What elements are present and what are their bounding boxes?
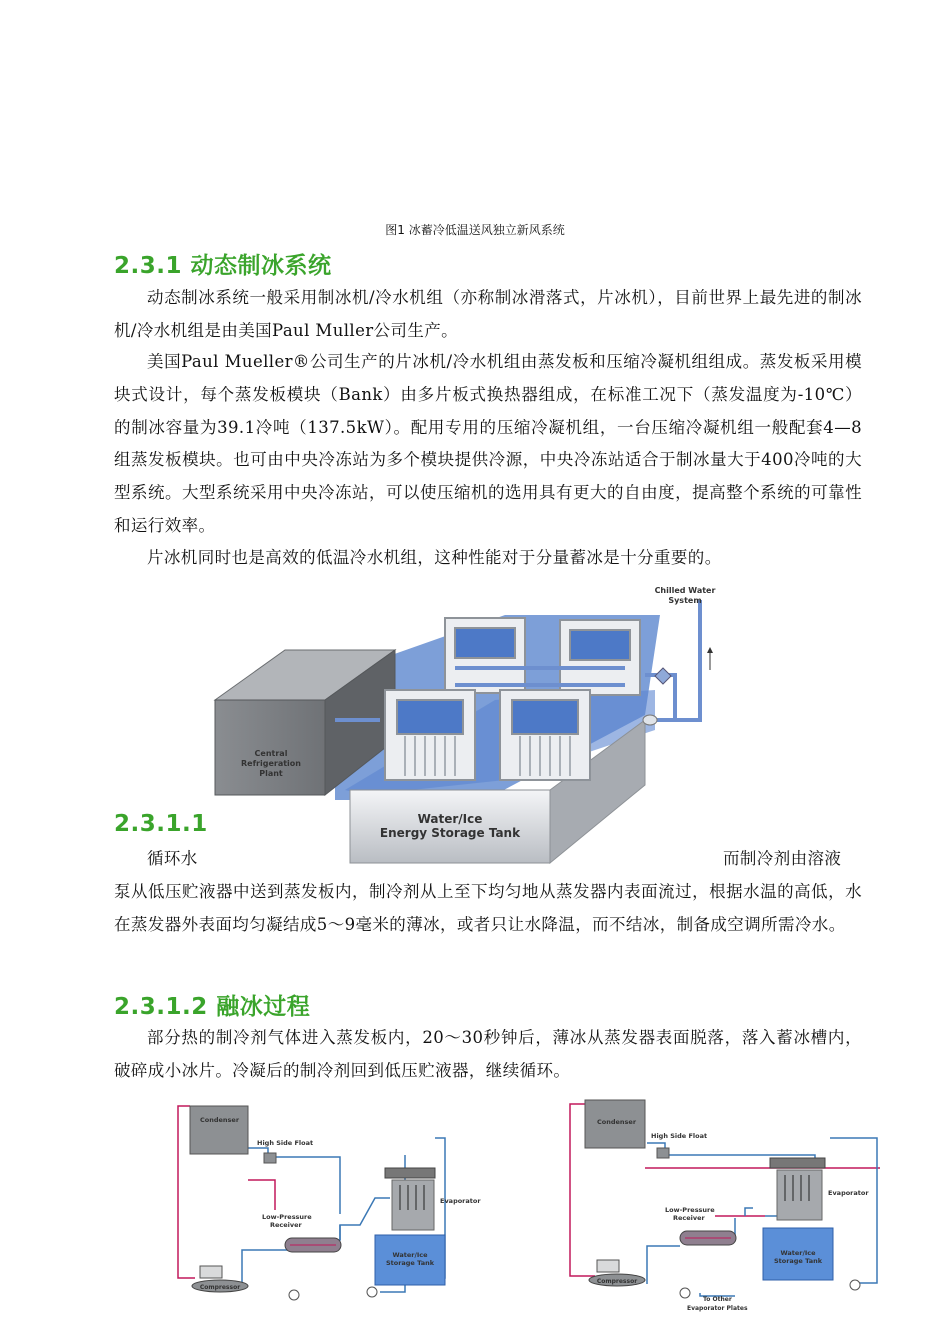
evaporator-header: [770, 1158, 825, 1168]
evaporator-module: [500, 690, 590, 780]
compressor-label: Compressor: [596, 1278, 638, 1285]
obscured-line-left: 循环水: [147, 849, 198, 868]
ice-harvest-schematic: [565, 1098, 885, 1316]
condenser-label: Condenser: [200, 1116, 240, 1124]
high-side-float: [657, 1148, 669, 1158]
section-heading-2-3-1-1: 2.3.1.1: [114, 811, 208, 837]
ice-storage-plant-figure: [205, 580, 730, 865]
tank-label-1: Water/Ice: [417, 812, 483, 826]
other-plates-label-2: Evaporator Plates: [687, 1305, 748, 1312]
chilled-water-label-2: System: [668, 596, 702, 605]
section-heading-2-3-1-2: 2.3.1.2 融冰过程: [114, 994, 311, 1020]
condenser: [190, 1106, 248, 1154]
evaporator-module: [445, 618, 525, 693]
obscured-line-right: 而制冷剂由溶液: [723, 849, 842, 868]
paragraph: 部分热的制冷剂气体进入蒸发板内，20～30秒钟后，薄冰从蒸发器表面脱落，落入蓄冰槽内，破碎成小冰片。冷凝后的制冷剂回到低压贮液器，继续循环。: [114, 1028, 862, 1080]
tank-label-1: Water/Ice: [780, 1249, 816, 1257]
evaporator-label: Evaporator: [828, 1189, 869, 1197]
receiver-label-1: Low-Pressure: [262, 1213, 312, 1221]
receiver-label-1: Low-Pressure: [665, 1206, 715, 1214]
evaporator-label: Evaporator: [440, 1197, 481, 1205]
section-heading-2-3-1: 2.3.1 动态制冰系统: [114, 253, 332, 279]
ice-making-schematic: [160, 1100, 481, 1305]
paragraph: 动态制冰系统一般采用制冰机/冷水机组（亦称制冰滑落式，片冰机），目前世界上最先进的制冰机/冷水机组是由美国Paul Muller公司生产。: [114, 288, 862, 340]
tank-label-2: Storage Tank: [385, 1259, 435, 1267]
compressor-label: Compressor: [199, 1284, 241, 1291]
other-plates-label-1: To Other: [703, 1296, 732, 1303]
central-refrigeration-plant: [215, 700, 325, 795]
tank-label-2: Storage Tank: [773, 1257, 823, 1265]
plant-label-1: Central: [254, 749, 288, 758]
receiver-label-2: Receiver: [270, 1221, 302, 1229]
condenser-label: Condenser: [597, 1118, 637, 1126]
high-side-float-label: High Side Float: [257, 1139, 314, 1147]
paragraph: 片冰机同时也是高效的低温冷水机组，这种性能对于分量蓄冰是十分重要的。: [147, 548, 722, 567]
high-side-float-label: High Side Float: [651, 1132, 708, 1140]
figure-caption: 图1 冰蓄冷低温送风独立新风系统: [385, 223, 565, 237]
plant-label-3: Plant: [259, 769, 283, 778]
receiver-label-2: Receiver: [673, 1214, 705, 1222]
tank-label-1: Water/Ice: [392, 1251, 428, 1259]
evaporator: [777, 1170, 822, 1220]
tank-label-2: Energy Storage Tank: [379, 826, 521, 840]
evaporator: [392, 1180, 434, 1230]
evaporator-header: [385, 1168, 435, 1178]
high-side-float: [264, 1153, 276, 1163]
paragraph: 泵从低压贮液器中送到蒸发板内，制冷剂从上至下均匀地从蒸发器内表面流过，根据水温的高低，水在蒸发器外表面均匀凝结成5～9毫米的薄冰，或者只让水降温，而不结冰，制备成空调所需冷水。: [114, 882, 862, 934]
chilled-water-label-1: Chilled Water: [654, 586, 716, 595]
evaporator-module: [385, 690, 475, 780]
paragraph: 美国Paul Mueller®公司生产的片冰机/冷水机组由蒸发板和压缩冷凝机组组成。蒸发板采用模块式设计，每个蒸发板模块（Bank）由多片板式换热器组成，在标准工况下（蒸发温度为-10℃）的制冰容量为39.1冷吨（137.5kW）。配用专用的压缩冷凝机组，一台压缩冷凝机组一般配套4—8组蒸发板模块。也可由中央冷冻站为多个模块提供冷源，中央冷冻站适合于制冰量大于400冷吨的大型系统。大型系统采用中央冷冻站，可以使压缩机的选用具有更大的自由度，提高整个系统的可靠性和运行效率。: [114, 352, 862, 535]
plant-label-2: Refrigeration: [240, 759, 302, 768]
